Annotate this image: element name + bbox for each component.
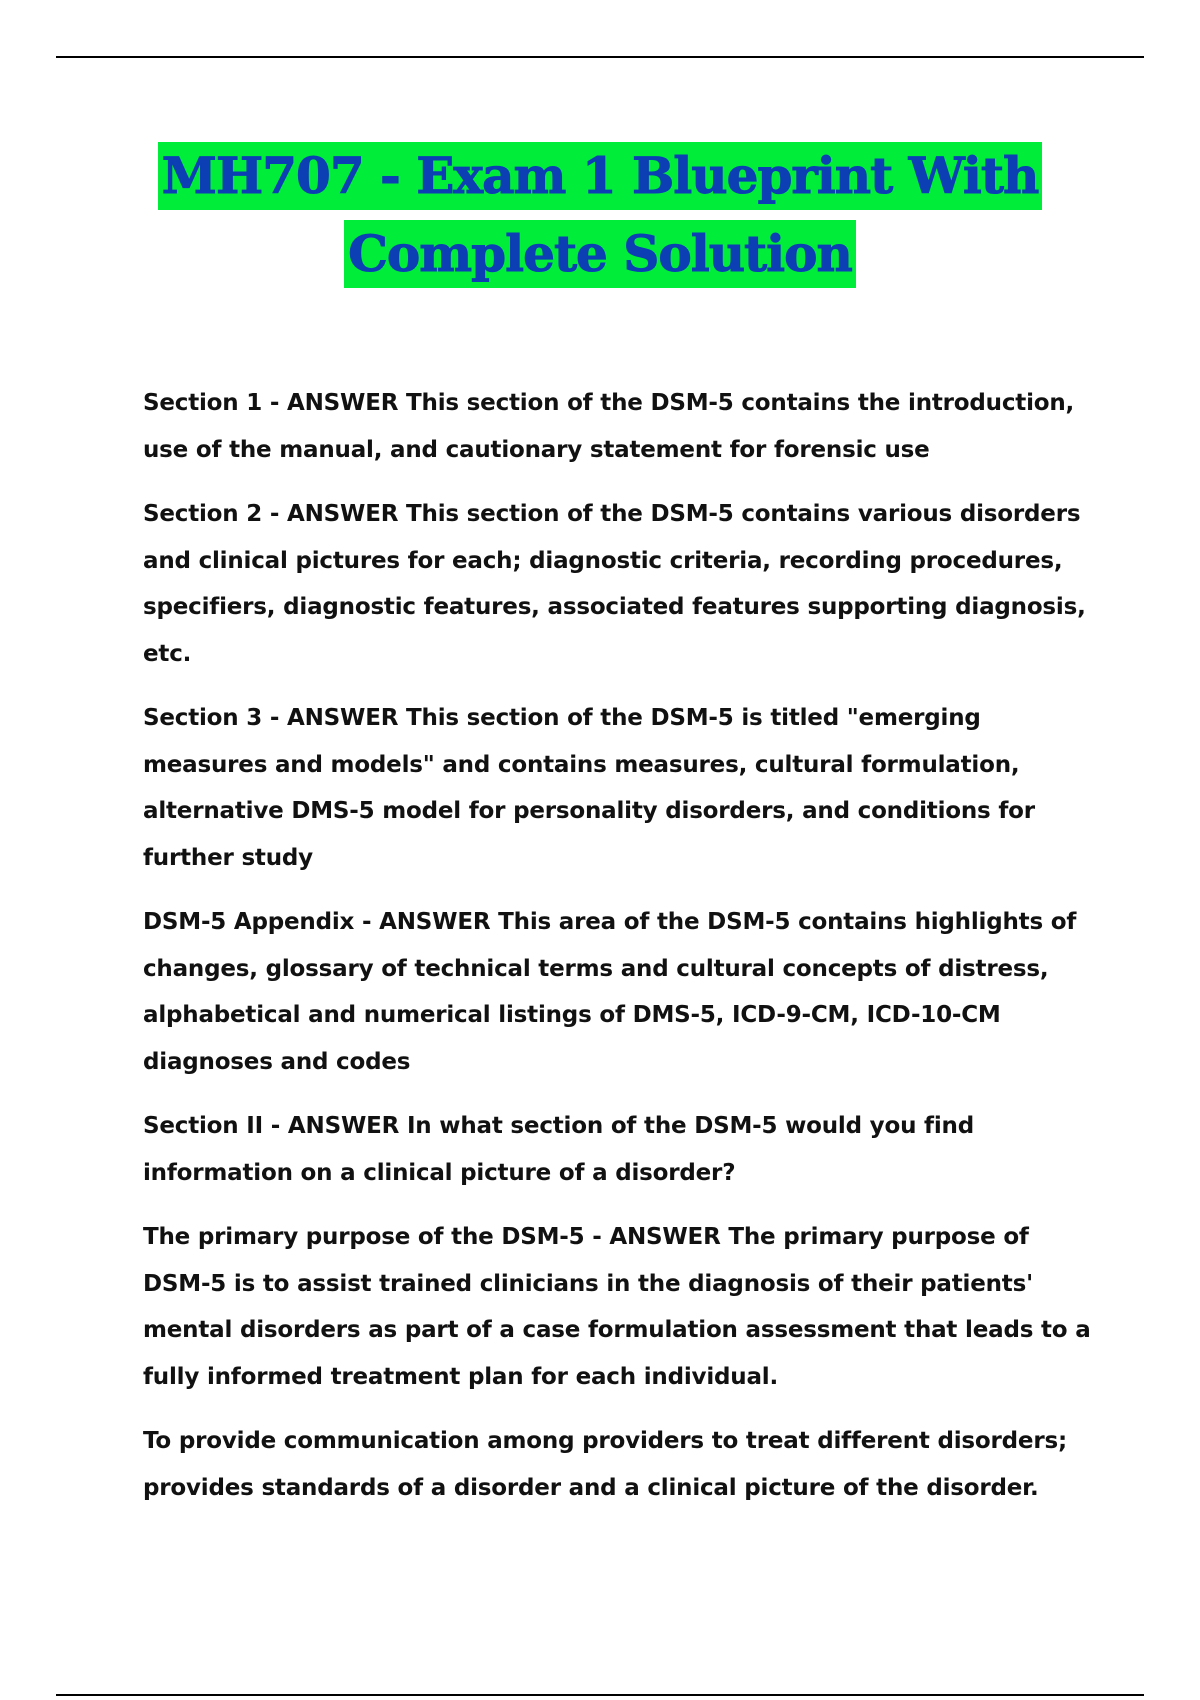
document-title	[0, 142, 1200, 298]
qa-entry-section-1: Section 1 - ANSWER This section of the DSM-5 contains the introduction, use of the manual, and cautionary statement for forensic use	[143, 390, 1075, 463]
qa-list	[143, 380, 1103, 1529]
qa-entry-communication: To provide communication among providers to treat different disorders; provides standards of a disorder and a clinical picture of the disorder.	[143, 1428, 1067, 1501]
title-line-2: Complete Solution	[344, 220, 856, 288]
bottom-divider	[56, 1694, 1144, 1696]
qa-entry-section-3: Section 3 - ANSWER This section of the DSM-5 is titled "emerging measures and models" and contains measures, cultural formulation, alternative DMS-5 model for personality disorders, and conditions for further study	[143, 705, 1035, 871]
qa-entry-primary-purpose: The primary purpose of the DSM-5 - ANSWER The primary purpose of DSM-5 is to assist trained clinicians in the diagnosis of their patients' mental disorders as part of a case formulation assessment that leads to a fully informed treatment plan for each individual.	[143, 1224, 1091, 1390]
qa-entry-appendix: DSM-5 Appendix - ANSWER This area of the DSM-5 contains highlights of changes, glossary of technical terms and cultural concepts of distress, alphabetical and numerical listings of DMS-5, ICD-9-CM, ICD-10-CM diagnoses and codes	[143, 909, 1077, 1075]
title-line-1: MH707 - Exam 1 Blueprint With	[158, 142, 1043, 210]
qa-entry-section-2: Section 2 - ANSWER This section of the DSM-5 contains various disorders and clinical pictures for each; diagnostic criteria, recording procedures, specifiers, diagnostic features, associated features supporting diagnosis, etc.	[143, 501, 1086, 667]
qa-entry-section-ii: Section II - ANSWER In what section of the DSM-5 would you find information on a clinical picture of a disorder?	[143, 1113, 974, 1186]
top-divider	[56, 56, 1144, 58]
